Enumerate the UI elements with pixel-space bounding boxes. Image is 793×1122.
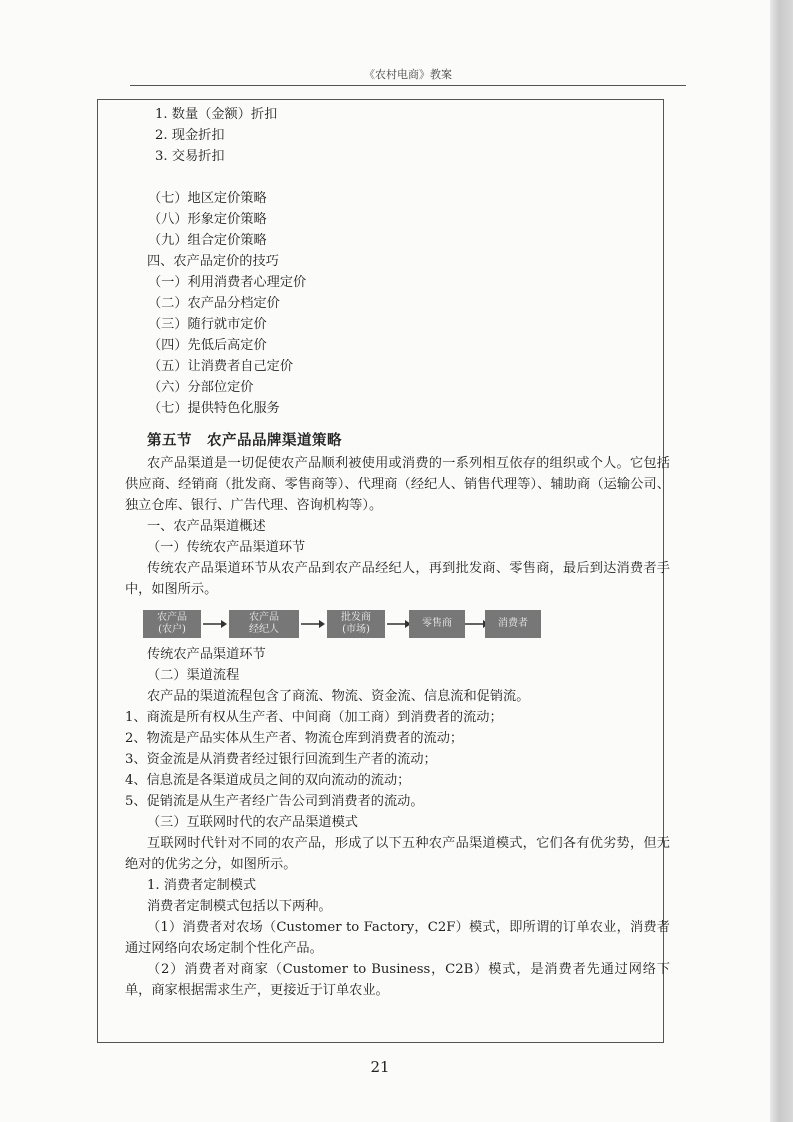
figure-caption: 传统农产品渠道环节 [147, 647, 266, 662]
list-item: （九）组合定价策略 [148, 233, 267, 248]
flow-step-wholesaler: 批发商 (市场) [327, 610, 385, 638]
list-item: （八）形象定价策略 [148, 212, 267, 227]
list-item: （七）地区定价策略 [148, 191, 267, 206]
list-item: （一）利用消费者心理定价 [148, 275, 307, 290]
process-intro: 农产品的渠道流程包含了商流、物流、资金流、信息流和促销流。 [147, 689, 530, 704]
channel-flow-diagram [143, 606, 670, 642]
flow-step-retailer: 零售商 [409, 610, 465, 638]
list-item: （四）先低后高定价 [148, 338, 267, 353]
flow-step-consumer: 消费者 [485, 610, 541, 638]
techniques-heading: 四、农产品定价的技巧 [147, 254, 279, 269]
page-header: 《农村电商》教案 [364, 68, 452, 81]
page-content [125, 104, 670, 1001]
header-rule [130, 85, 686, 86]
intro-paragraph: 农产品渠道是一切促使农产品顺利被使用或消费的一系列相互依存的组织或个人。它包括供应商、经销商（批发商、零售商等）、代理商（经纪人、销售代理等）、辅助商（运输公司、独立仓库、银行、广告代理、咨询机构等）。 [125, 456, 670, 513]
custom-intro: 消费者定制模式包括以下两种。 [147, 899, 332, 914]
traditional-heading: （一）传统农产品渠道环节 [147, 540, 306, 555]
list-item: （三）随行就市定价 [148, 317, 267, 332]
list-item: （六）分部位定价 [148, 380, 254, 395]
list-item: 3、资金流是从消费者经过银行回流到生产者的流动； [125, 752, 437, 767]
list-item: 2. 现金折扣 [155, 128, 225, 143]
section-title: 第五节 农产品品牌渠道策略 [147, 432, 342, 449]
internet-heading: （三）互联网时代的农产品渠道模式 [147, 815, 358, 830]
spacer [125, 167, 670, 188]
list-item: 2、物流是产品实体从生产者、物流仓库到消费者的流动； [125, 731, 464, 746]
c2f-paragraph: （1）消费者对农场（Customer to Factory，C2F）模式，即所谓的订单农业，消费者通过网络向农场定制个性化产品。 [125, 920, 670, 956]
flow-step-broker: 农产品 经纪人 [229, 610, 299, 638]
traditional-paragraph: 传统农产品渠道环节从农产品到农产品经纪人，再到批发商、零售商，最后到达消费者手中，如图所示。 [125, 561, 670, 597]
list-item: （七）提供特色化服务 [148, 401, 280, 416]
list-item: 3. 交易折扣 [155, 149, 225, 164]
c2b-paragraph: （2）消费者对商家（Customer to Business，C2B）模式，是消费者先通过网络下单，商家根据需求生产，更接近于订单农业。 [125, 962, 670, 998]
arrow-right-icon [301, 619, 325, 629]
list-item: （二）农产品分档定价 [148, 296, 280, 311]
process-heading: （二）渠道流程 [147, 668, 240, 683]
internet-paragraph: 互联网时代针对不同的农产品，形成了以下五种农产品渠道模式，它们各有优劣势，但无绝对的优劣之分，如图所示。 [125, 836, 670, 872]
flow-step-farmer: 农产品 (农户) [143, 610, 201, 638]
list-item: 4、信息流是各渠道成员之间的双向流动的流动； [125, 773, 411, 788]
list-item: 1、商流是所有权从生产者、中间商（加工商）到消费者的流动； [125, 710, 503, 725]
arrow-right-icon [387, 619, 411, 629]
custom-heading: 1. 消费者定制模式 [147, 878, 257, 893]
page-edge-shadow [770, 0, 793, 1122]
overview-heading: 一、农产品渠道概述 [147, 519, 266, 534]
list-item: 1. 数量（金额）折扣 [155, 107, 278, 122]
page-number: 21 [370, 1058, 390, 1076]
list-item: （五）让消费者自己定价 [148, 359, 294, 374]
arrow-right-icon [203, 619, 227, 629]
list-item: 5、促销流是从生产者经广告公司到消费者的流动。 [125, 794, 424, 809]
